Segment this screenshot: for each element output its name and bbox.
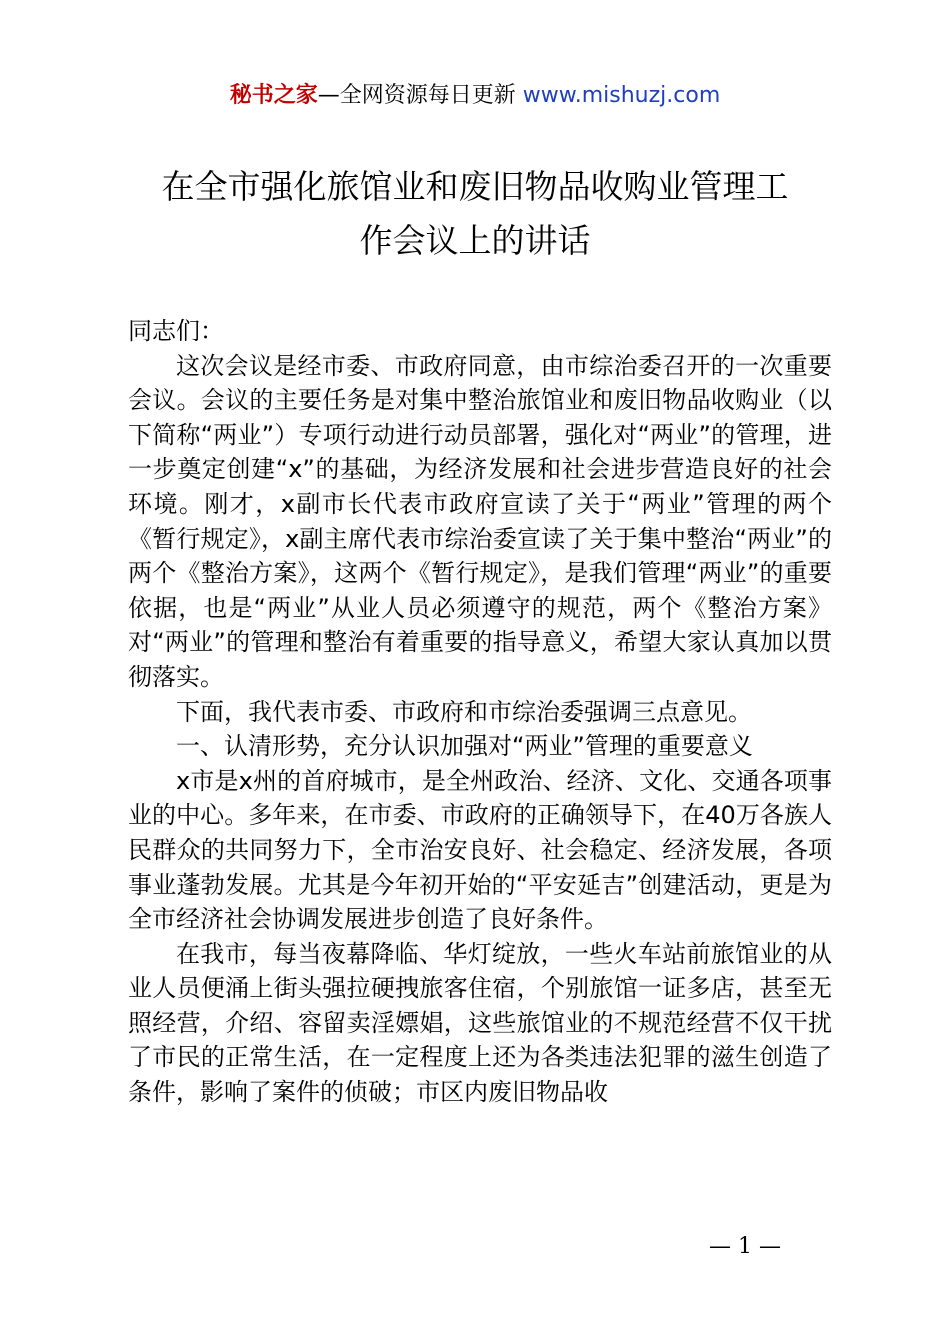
document-body xyxy=(128,314,832,1110)
page-number: — 1 — xyxy=(709,1234,781,1259)
header-url-link[interactable]: www.mishuzj.com xyxy=(515,83,721,108)
header-tagline: —全网资源每日更新 xyxy=(317,83,516,108)
salutation: 同志们： xyxy=(128,317,224,345)
site-header xyxy=(0,80,950,112)
document-title xyxy=(100,160,850,268)
section-heading-1: 一、认清形势，充分认识加强对“两业”管理的重要意义 xyxy=(176,732,753,761)
paragraph-city-overview: x市是x州的首府城市，是全州政治、经济、文化、交通各项事业的中心。多年来，在市委、市政府的正确领导下，在40万各族人民群众的共同努力下，全市治安良好、社会稳定、经济发展，各项事业蓬勃发展。尤其是今年初开始的“平安延吉”创建活动，更是为全市经济社会协调发展进步创造了良好条件。 xyxy=(128,766,832,934)
brand-name: 秘书之家 xyxy=(229,83,318,108)
paragraph-transition: 下面，我代表市委、市政府和市综治委强调三点意见。 xyxy=(176,697,752,726)
title-line-1: 在全市强化旅馆业和废旧物品收购业管理工 xyxy=(161,167,789,206)
paragraph-intro: 这次会议是经市委、市政府同意，由市综治委召开的一次重要会议。会议的主要任务是对集中整治旅馆业和废旧物品收购业（以下简称“两业”）专项行动进行动员部署，强化对“两业”的管理，进一步奠定创建“x”的基础，为经济发展和社会进步营造良好的社会环境。刚才，x副市长代表市政府宣读了关于“两业”管理的两个《暂行规定》，x副主席代表市综治委宣读了关于集中整治“两业”的两个《整治方案》，这两个《暂行规定》，是我们管理“两业”的重要依据，也是“两业”从业人员必须遵守的规范，两个《整治方案》对“两业”的管理和整治有着重要的指导意义，希望大家认真加以贯彻落实。 xyxy=(128,351,832,691)
title-line-2: 作会议上的讲话 xyxy=(359,221,591,260)
paragraph-problems: 在我市，每当夜幕降临、华灯绽放，一些火车站前旅馆业的从业人员便涌上街头强拉硬拽旅客住宿，个别旅馆一证多店，甚至无照经营，介绍、容留卖淫嫖娼，这些旅馆业的不规范经营不仅干扰了市民的正常生活，在一定程度上还为各类违法犯罪的滋生创造了条件，影响了案件的侦破；市区内废旧物品收 xyxy=(128,939,832,1107)
